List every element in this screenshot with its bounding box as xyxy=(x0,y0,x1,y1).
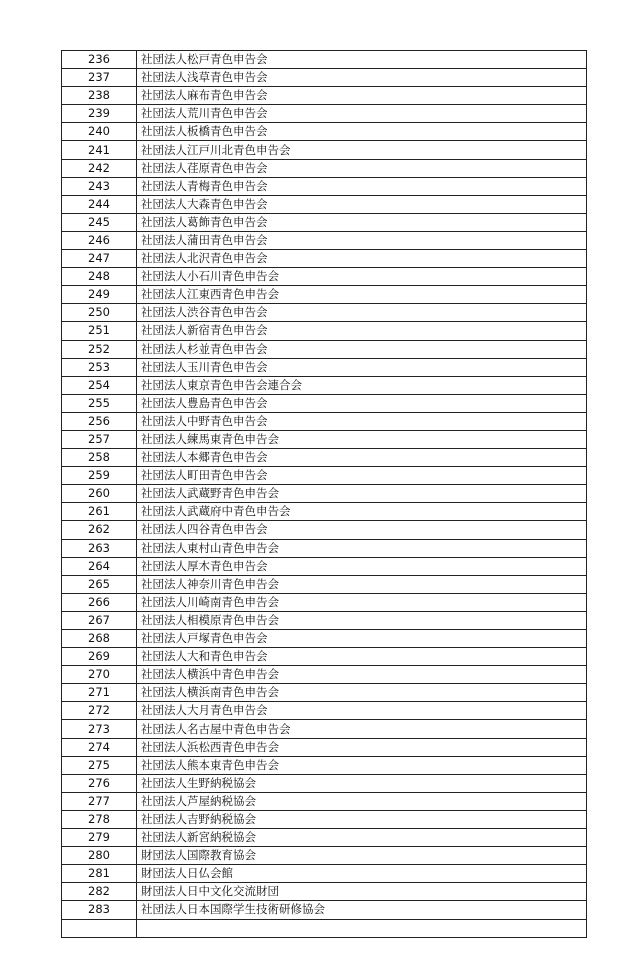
row-number-cell: 256 xyxy=(62,412,137,430)
row-number-cell: 282 xyxy=(62,883,137,901)
row-number-cell: 251 xyxy=(62,322,137,340)
organization-name-cell: 社団法人熊本東青色申告会 xyxy=(137,756,587,774)
table-row xyxy=(62,575,587,593)
table-row xyxy=(62,593,587,611)
organization-name-cell: 財団法人国際教育協会 xyxy=(137,847,587,865)
row-number-cell: 241 xyxy=(62,141,137,159)
row-number-cell: 278 xyxy=(62,810,137,828)
organization-name-cell: 社団法人蒲田青色申告会 xyxy=(137,231,587,249)
table-row xyxy=(62,738,587,756)
organization-name-cell: 社団法人本郷青色申告会 xyxy=(137,449,587,467)
table-row xyxy=(62,919,587,937)
organization-name-cell: 社団法人横浜中青色申告会 xyxy=(137,666,587,684)
table-row xyxy=(62,141,587,159)
row-number-cell: 258 xyxy=(62,449,137,467)
organization-name-cell: 社団法人武蔵野青色申告会 xyxy=(137,485,587,503)
organization-name-cell: 社団法人武蔵府中青色申告会 xyxy=(137,503,587,521)
row-number-cell: 276 xyxy=(62,774,137,792)
row-number-cell: 273 xyxy=(62,720,137,738)
organization-name-cell: 社団法人松戸青色申告会 xyxy=(137,51,587,69)
row-number-cell: 262 xyxy=(62,521,137,539)
row-number-cell: 248 xyxy=(62,268,137,286)
organization-name-cell: 社団法人大月青色申告会 xyxy=(137,702,587,720)
table-row xyxy=(62,69,587,87)
table-row xyxy=(62,159,587,177)
row-number-cell: 268 xyxy=(62,630,137,648)
row-number-cell: 249 xyxy=(62,286,137,304)
row-number-cell: 266 xyxy=(62,593,137,611)
row-number-cell: 257 xyxy=(62,430,137,448)
organization-name-cell: 社団法人名古屋中青色申告会 xyxy=(137,720,587,738)
organization-name-cell: 社団法人戸塚青色申告会 xyxy=(137,630,587,648)
table-row xyxy=(62,521,587,539)
organization-name-cell: 社団法人杉並青色申告会 xyxy=(137,340,587,358)
organization-name-cell: 社団法人豊島青色申告会 xyxy=(137,394,587,412)
row-number-cell: 252 xyxy=(62,340,137,358)
row-number-cell: 254 xyxy=(62,376,137,394)
table-row xyxy=(62,774,587,792)
organization-name-cell: 社団法人玉川青色申告会 xyxy=(137,358,587,376)
table-row xyxy=(62,231,587,249)
table-row xyxy=(62,467,587,485)
organization-name-cell: 社団法人葛飾青色申告会 xyxy=(137,213,587,231)
row-number-cell: 246 xyxy=(62,231,137,249)
row-number-cell: 243 xyxy=(62,177,137,195)
row-number-cell: 244 xyxy=(62,195,137,213)
row-number-cell: 260 xyxy=(62,485,137,503)
organization-name-cell: 社団法人四谷青色申告会 xyxy=(137,521,587,539)
organization-name-cell: 社団法人横浜南青色申告会 xyxy=(137,684,587,702)
table-row xyxy=(62,51,587,69)
table-row xyxy=(62,177,587,195)
row-number-cell: 283 xyxy=(62,901,137,919)
table-row xyxy=(62,87,587,105)
row-number-cell: 253 xyxy=(62,358,137,376)
organization-table xyxy=(61,50,587,938)
table-row xyxy=(62,250,587,268)
organization-name-cell: 社団法人大和青色申告会 xyxy=(137,648,587,666)
row-number-cell: 272 xyxy=(62,702,137,720)
organization-name-cell: 社団法人吉野納税協会 xyxy=(137,810,587,828)
organization-name-cell: 社団法人渋谷青色申告会 xyxy=(137,304,587,322)
organization-name-cell: 社団法人江戸川北青色申告会 xyxy=(137,141,587,159)
table-row xyxy=(62,322,587,340)
table-row xyxy=(62,485,587,503)
organization-name-cell: 社団法人練馬東青色申告会 xyxy=(137,430,587,448)
table-row xyxy=(62,792,587,810)
table-row xyxy=(62,195,587,213)
organization-name-cell: 社団法人荏原青色申告会 xyxy=(137,159,587,177)
table-row xyxy=(62,648,587,666)
table-row xyxy=(62,430,587,448)
organization-name-cell: 社団法人板橋青色申告会 xyxy=(137,123,587,141)
table-row xyxy=(62,105,587,123)
organization-name-cell: 社団法人厚木青色申告会 xyxy=(137,557,587,575)
organization-name-cell: 社団法人大森青色申告会 xyxy=(137,195,587,213)
table-row xyxy=(62,611,587,629)
row-number-cell: 281 xyxy=(62,865,137,883)
row-number-cell: 240 xyxy=(62,123,137,141)
row-number-cell: 279 xyxy=(62,829,137,847)
organization-name-cell: 社団法人神奈川青色申告会 xyxy=(137,575,587,593)
organization-name-cell: 社団法人新宮納税協会 xyxy=(137,829,587,847)
organization-name-cell: 社団法人北沢青色申告会 xyxy=(137,250,587,268)
table-row xyxy=(62,883,587,901)
row-number-cell: 247 xyxy=(62,250,137,268)
row-number-cell: 238 xyxy=(62,87,137,105)
row-number-cell xyxy=(62,919,137,937)
table-row xyxy=(62,286,587,304)
organization-name-cell: 財団法人日中文化交流財団 xyxy=(137,883,587,901)
row-number-cell: 236 xyxy=(62,51,137,69)
organization-name-cell: 社団法人東村山青色申告会 xyxy=(137,539,587,557)
row-number-cell: 267 xyxy=(62,611,137,629)
organization-name-cell: 社団法人相模原青色申告会 xyxy=(137,611,587,629)
organization-name-cell: 社団法人小石川青色申告会 xyxy=(137,268,587,286)
organization-name-cell: 社団法人麻布青色申告会 xyxy=(137,87,587,105)
row-number-cell: 255 xyxy=(62,394,137,412)
table-row xyxy=(62,865,587,883)
table-row xyxy=(62,503,587,521)
row-number-cell: 250 xyxy=(62,304,137,322)
row-number-cell: 237 xyxy=(62,69,137,87)
row-number-cell: 270 xyxy=(62,666,137,684)
organization-name-cell: 社団法人新宿青色申告会 xyxy=(137,322,587,340)
row-number-cell: 239 xyxy=(62,105,137,123)
table-row xyxy=(62,756,587,774)
organization-table-body xyxy=(62,51,587,938)
row-number-cell: 271 xyxy=(62,684,137,702)
row-number-cell: 261 xyxy=(62,503,137,521)
table-row xyxy=(62,847,587,865)
row-number-cell: 277 xyxy=(62,792,137,810)
organization-name-cell xyxy=(137,919,587,937)
organization-name-cell: 社団法人江東西青色申告会 xyxy=(137,286,587,304)
row-number-cell: 275 xyxy=(62,756,137,774)
table-row xyxy=(62,268,587,286)
table-row xyxy=(62,412,587,430)
organization-name-cell: 社団法人芦屋納税協会 xyxy=(137,792,587,810)
table-row xyxy=(62,304,587,322)
table-row xyxy=(62,340,587,358)
table-row xyxy=(62,702,587,720)
table-row xyxy=(62,376,587,394)
table-row xyxy=(62,810,587,828)
table-row xyxy=(62,394,587,412)
table-row xyxy=(62,630,587,648)
row-number-cell: 274 xyxy=(62,738,137,756)
table-row xyxy=(62,901,587,919)
table-row xyxy=(62,213,587,231)
row-number-cell: 264 xyxy=(62,557,137,575)
row-number-cell: 245 xyxy=(62,213,137,231)
organization-name-cell: 社団法人荒川青色申告会 xyxy=(137,105,587,123)
row-number-cell: 269 xyxy=(62,648,137,666)
table-row xyxy=(62,720,587,738)
organization-name-cell: 社団法人町田青色申告会 xyxy=(137,467,587,485)
table-row xyxy=(62,358,587,376)
organization-name-cell: 社団法人日本国際学生技術研修協会 xyxy=(137,901,587,919)
table-row xyxy=(62,539,587,557)
row-number-cell: 280 xyxy=(62,847,137,865)
organization-name-cell: 社団法人東京青色申告会連合会 xyxy=(137,376,587,394)
table-row xyxy=(62,449,587,467)
organization-name-cell: 社団法人青梅青色申告会 xyxy=(137,177,587,195)
table-row xyxy=(62,123,587,141)
organization-name-cell: 社団法人浜松西青色申告会 xyxy=(137,738,587,756)
organization-name-cell: 社団法人川崎南青色申告会 xyxy=(137,593,587,611)
table-row xyxy=(62,557,587,575)
table-row xyxy=(62,666,587,684)
row-number-cell: 259 xyxy=(62,467,137,485)
row-number-cell: 265 xyxy=(62,575,137,593)
organization-name-cell: 社団法人浅草青色申告会 xyxy=(137,69,587,87)
row-number-cell: 242 xyxy=(62,159,137,177)
organization-name-cell: 社団法人生野納税協会 xyxy=(137,774,587,792)
table-row xyxy=(62,684,587,702)
table-row xyxy=(62,829,587,847)
row-number-cell: 263 xyxy=(62,539,137,557)
organization-name-cell: 社団法人中野青色申告会 xyxy=(137,412,587,430)
organization-name-cell: 財団法人日仏会館 xyxy=(137,865,587,883)
